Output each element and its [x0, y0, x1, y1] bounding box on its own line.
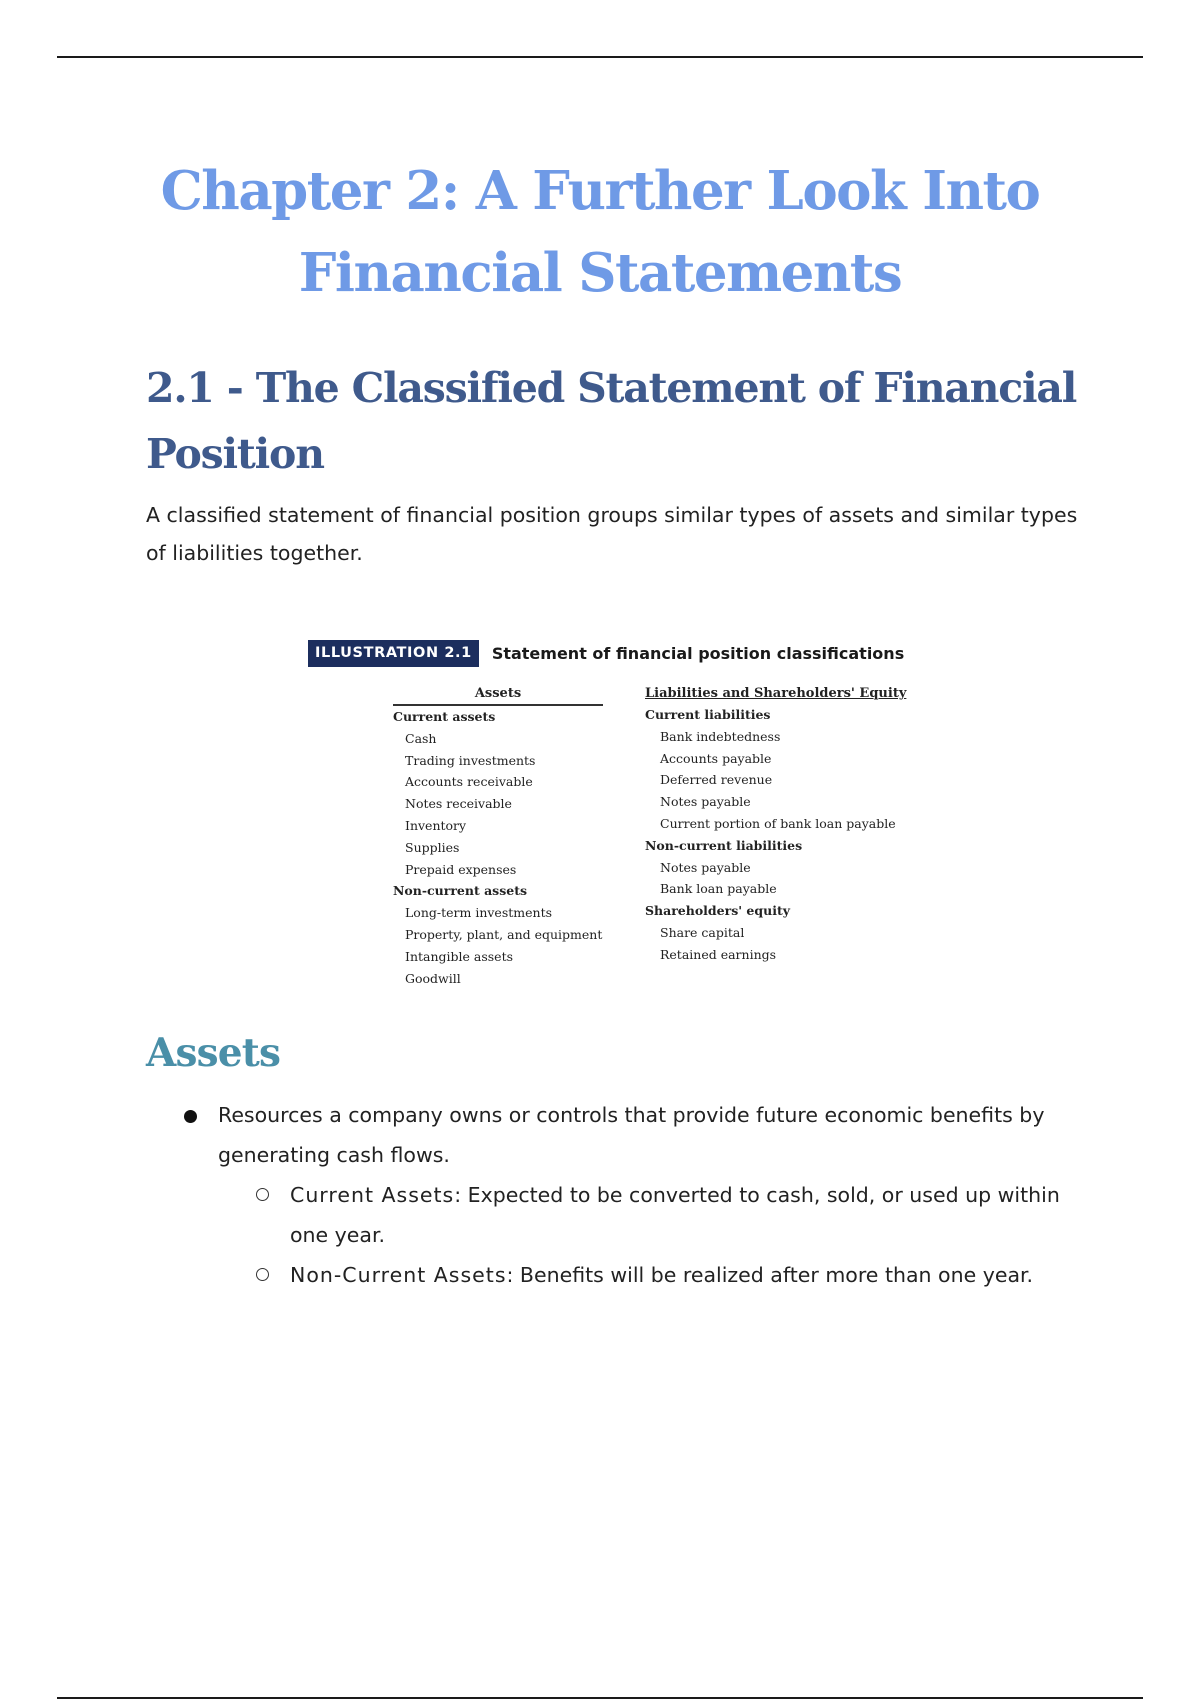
sub-bullet-item — [146, 1255, 1096, 1295]
assets-item: Long-term investments — [405, 905, 553, 921]
hollow-circle-icon — [256, 1188, 269, 1201]
sub-bullet-term: Current Assets — [290, 1183, 455, 1207]
assets-item: Intangible assets — [405, 948, 514, 964]
assets-column — [393, 686, 603, 989]
illustration-header — [308, 640, 904, 667]
top-rule — [57, 56, 1143, 58]
illustration-caption: Statement of financial position classifications — [491, 644, 905, 663]
assets-group-label: Current assets — [393, 709, 496, 724]
liabilities-group-label: Shareholders' equity — [645, 903, 790, 919]
sub-bullet-term: Non-Current Assets — [290, 1263, 507, 1287]
illustration-badge: ILLUSTRATION 2.1 — [308, 640, 479, 667]
liabilities-item: Accounts payable — [660, 750, 772, 766]
sub-bullet-text: : Expected to be converted to cash, sold, or used up within one year. — [290, 1183, 1060, 1247]
assets-item: Cash — [405, 730, 437, 746]
hollow-circle-icon — [256, 1268, 269, 1281]
assets-item: Accounts receivable — [405, 774, 533, 790]
liabilities-group-label: Non-current liabilities — [645, 837, 803, 853]
assets-item: Inventory — [405, 817, 467, 833]
assets-column-header: Assets — [393, 686, 603, 706]
illustration-figure — [308, 640, 958, 1000]
assets-item: Supplies — [405, 839, 460, 855]
section-title: 2.1 - The Classified Statement of Financial Position — [146, 364, 1077, 478]
liabilities-item: Notes payable — [660, 859, 751, 875]
liabilities-group-label: Current liabilities — [645, 707, 771, 722]
assets-item: Trading investments — [405, 752, 536, 768]
liabilities-item: Deferred revenue — [660, 772, 773, 788]
bullet-dot-icon — [184, 1110, 197, 1123]
liabilities-item: Share capital — [660, 924, 745, 940]
liabilities-list — [645, 704, 915, 966]
liabilities-column-header: Liabilities and Shareholders' Equity — [645, 686, 907, 701]
bottom-rule — [57, 1697, 1143, 1699]
assets-item: Goodwill — [405, 970, 461, 986]
liabilities-item: Bank indebtedness — [660, 728, 781, 744]
assets-list — [393, 706, 603, 989]
assets-bullet-list — [146, 1095, 1096, 1295]
chapter-title: Chapter 2: A Further Look Into Financial Statements — [160, 160, 1040, 304]
liabilities-column — [645, 686, 915, 966]
sub-bullet-text: : Benefits will be realized after more than one year. — [506, 1263, 1034, 1287]
bullet-item — [146, 1095, 1096, 1175]
liabilities-item: Notes payable — [660, 794, 751, 810]
assets-group-label: Non-current assets — [393, 883, 528, 899]
assets-heading: Assets — [146, 1030, 281, 1076]
liabilities-item: Current portion of bank loan payable — [660, 815, 896, 831]
assets-item: Property, plant, and equipment — [405, 926, 603, 942]
sub-bullet-item — [146, 1175, 1096, 1255]
assets-item: Notes receivable — [405, 796, 512, 812]
assets-item: Prepaid expenses — [405, 861, 517, 877]
liabilities-item: Bank loan payable — [660, 881, 777, 897]
bullet-text: Resources a company owns or controls that provide future economic benefits by generating cash flows. — [218, 1103, 1045, 1167]
liabilities-item: Retained earnings — [660, 946, 777, 962]
intro-paragraph: A classified statement of financial position groups similar types of assets and similar types of liabilities together. — [146, 503, 1078, 565]
